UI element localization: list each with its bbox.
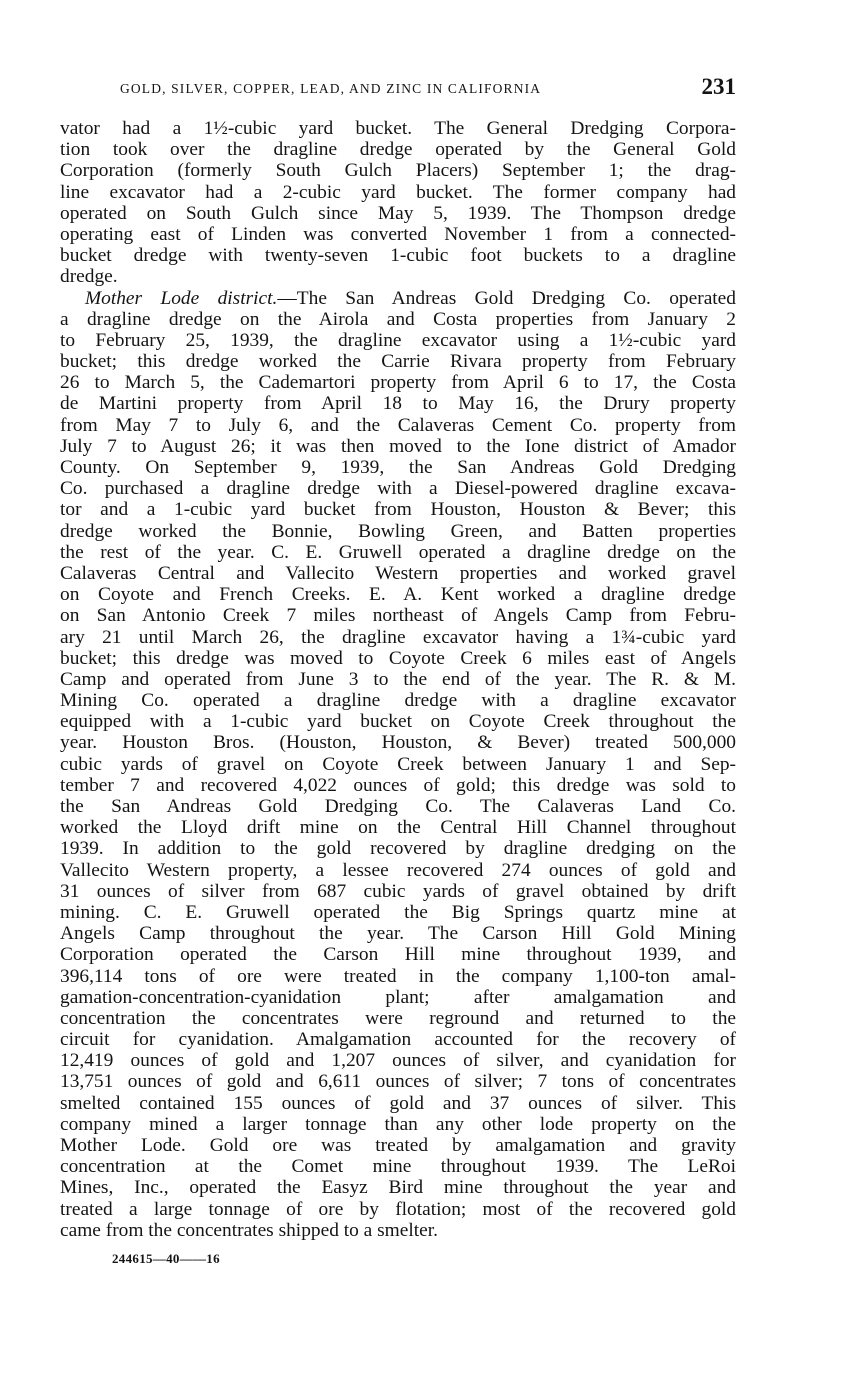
text-line: on Coyote and French Creeks. E. A. Kent worked a dragline dredge xyxy=(60,584,736,606)
text-line: company mined a larger tonnage than any other lode property on the xyxy=(60,1113,736,1135)
text-line: vator had a 1½-cubic yard bucket. The General Dredging Corpora- xyxy=(60,118,736,139)
text-line: mining. C. E. Gruwell operated the Big Springs quartz mine at xyxy=(60,901,736,923)
text-line: bucket dredge with twenty-seven 1-cubic foot buckets to a dragline xyxy=(60,245,736,267)
text-line: Mining Co. operated a dragline dredge with a dragline excavator xyxy=(60,690,736,712)
text-line: smelted contained 155 ounces of gold and 37 ounces of silver. This xyxy=(60,1092,736,1114)
body-text xyxy=(60,118,736,1241)
text-line: 1939. In addition to the gold recovered by dragline dredging on the xyxy=(60,838,736,860)
text-line: Co. purchased a dragline dredge with a Diesel-powered dragline excava- xyxy=(60,478,736,500)
text-line: Mines, Inc., operated the Easyz Bird mine throughout the year and xyxy=(60,1177,736,1199)
text-line: treated a large tonnage of ore by flotation; most of the recovered gold xyxy=(60,1198,736,1220)
text-line: 396,114 tons of ore were treated in the company 1,100-ton amal- xyxy=(60,965,736,987)
text-line xyxy=(60,288,736,309)
text-line: the rest of the year. C. E. Gruwell operated a dragline dredge on the xyxy=(60,541,736,563)
text-line: concentration at the Comet mine throughout 1939. The LeRoi xyxy=(60,1156,736,1178)
text-line: dredge worked the Bonnie, Bowling Green, and Batten properties xyxy=(60,520,736,542)
text-line: bucket; this dredge was moved to Coyote Creek 6 miles east of Angels xyxy=(60,647,736,669)
text-line: Vallecito Western property, a lessee recovered 274 ounces of gold and xyxy=(60,859,736,881)
text-line: Corporation (formerly South Gulch Placers) September 1; the drag- xyxy=(60,160,736,182)
text-line: worked the Lloyd drift mine on the Central Hill Channel throughout xyxy=(60,817,736,839)
section-lead: Mother Lode district. xyxy=(85,287,278,309)
text-line: the San Andreas Gold Dredging Co. The Calaveras Land Co. xyxy=(60,796,736,817)
text-line: a dragline dredge on the Airola and Costa properties from January 2 xyxy=(60,308,736,330)
text-line: 31 ounces of silver from 687 cubic yards of gravel obtained by drift xyxy=(60,880,736,902)
text-line: tor and a 1-cubic yard bucket from Houston, Houston & Bever; this xyxy=(60,499,736,521)
text-line: from May 7 to July 6, and the Calaveras Cement Co. property from xyxy=(60,414,736,436)
text-line: cubic yards of gravel on Coyote Creek between January 1 and Sep- xyxy=(60,753,736,775)
text-line: to February 25, 1939, the dragline excavator using a 1½-cubic yard xyxy=(60,329,736,351)
line-text: —The San Andreas Gold Dredging Co. operated xyxy=(277,287,736,309)
text-line: 13,751 ounces of gold and 6,611 ounces of silver; 7 tons of concentrates xyxy=(60,1071,736,1093)
text-line: circuit for cyanidation. Amalgamation accounted for the recovery of xyxy=(60,1029,736,1051)
text-line: gamation-concentration-cyanidation plant; after amalgamation and xyxy=(60,986,736,1008)
text-line: tion took over the dragline dredge operated by the General Gold xyxy=(60,139,736,161)
text-line: concentration the concentrates were reground and returned to the xyxy=(60,1007,736,1029)
text-line: County. On September 9, 1939, the San Andreas Gold Dredging xyxy=(60,457,736,478)
page-number: 231 xyxy=(701,74,736,99)
text-line: dredge. xyxy=(60,266,118,288)
text-line: tember 7 and recovered 4,022 ounces of gold; this dredge was sold to xyxy=(60,774,736,796)
text-line: 26 to March 5, the Cademartori property from April 6 to 17, the Costa xyxy=(60,372,736,394)
text-line: Calaveras Central and Vallecito Western properties and worked gravel xyxy=(60,562,736,584)
text-line: ary 21 until March 26, the dragline excavator having a 1¾-cubic yard xyxy=(60,626,736,648)
text-line: on San Antonio Creek 7 miles northeast of Angels Camp from Febru- xyxy=(60,605,736,627)
text-line: bucket; this dredge worked the Carrie Rivara property from February xyxy=(60,351,736,373)
print-code: 244615—40——16 xyxy=(112,1251,220,1266)
text-line: came from the concentrates shipped to a smelter. xyxy=(60,1219,438,1241)
text-line: de Martini property from April 18 to May 16, the Drury property xyxy=(60,393,736,415)
text-line: 12,419 ounces of gold and 1,207 ounces of silver, and cyanidation for xyxy=(60,1050,736,1072)
text-line: line excavator had a 2-cubic yard bucket. The former company had xyxy=(60,181,736,203)
text-line: operating east of Linden was converted November 1 from a connected- xyxy=(60,223,736,245)
text-line: July 7 to August 26; it was then moved to the Ione district of Amador xyxy=(60,435,736,457)
text-line: Camp and operated from June 3 to the end of the year. The R. & M. xyxy=(60,668,736,690)
text-line: equipped with a 1-cubic yard bucket on Coyote Creek throughout the xyxy=(60,711,736,733)
text-line: Corporation operated the Carson Hill mine throughout 1939, and xyxy=(60,944,736,966)
text-line: operated on South Gulch since May 5, 1939. The Thompson dredge xyxy=(60,202,736,224)
running-title: GOLD, SILVER, COPPER, LEAD, AND ZINC IN CALIFORNIA xyxy=(120,81,542,96)
text-line: Angels Camp throughout the year. The Carson Hill Gold Mining xyxy=(60,923,736,945)
text-line: Mother Lode. Gold ore was treated by amalgamation and gravity xyxy=(60,1135,736,1156)
text-line: year. Houston Bros. (Houston, Houston, & Bever) treated 500,000 xyxy=(60,732,736,754)
running-header xyxy=(60,74,736,106)
